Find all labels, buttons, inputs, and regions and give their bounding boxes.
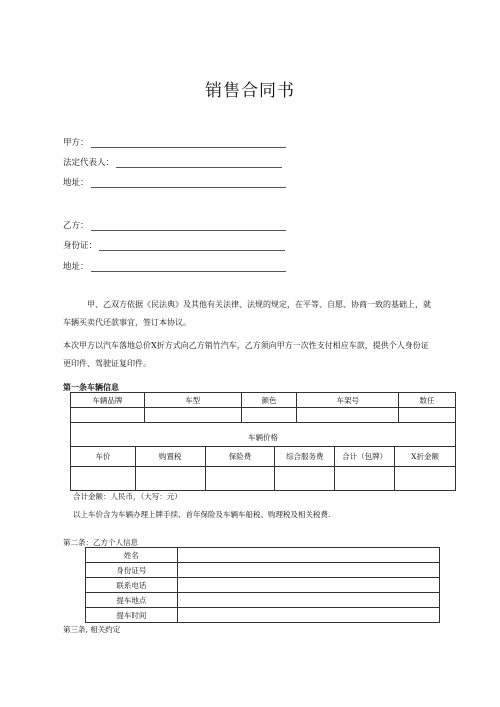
header-price: 车价 <box>71 447 136 467</box>
id-card-blank[interactable] <box>99 242 285 251</box>
discount-amount-cell[interactable] <box>395 467 456 491</box>
party-b-blank[interactable] <box>91 222 286 231</box>
vehicle-price-table <box>70 422 456 491</box>
intro-paragraph-1: 甲、乙双方依据《民法典》及其他有关法律、法规的规定，在平等、自愿、协商一致的基础上，就车辆买卖代还款事宜，签订本协议。 <box>63 300 431 327</box>
party-b-address-blank[interactable] <box>91 263 286 272</box>
header-model: 车型 <box>144 393 241 408</box>
vehicle-info-input-row[interactable] <box>71 408 456 423</box>
price-title: 车辆价格 <box>71 423 456 447</box>
brand-cell[interactable] <box>71 408 145 423</box>
legal-rep-blank[interactable] <box>116 159 282 168</box>
price-header-row <box>71 447 456 467</box>
party-a-label: 甲方： <box>63 138 89 148</box>
header-total: 合计（包牌） <box>335 447 395 467</box>
header-vin: 车架号 <box>297 393 399 408</box>
insurance-cell[interactable] <box>205 467 275 491</box>
document-title: 销售合同书 <box>205 81 295 101</box>
id-card-field[interactable] <box>63 239 285 251</box>
party-b-label: 乙方： <box>63 221 89 231</box>
vehicle-info-header-row <box>71 393 456 408</box>
purchase-tax-cell[interactable] <box>135 467 205 491</box>
legal-rep-label: 法定代表人： <box>63 158 115 168</box>
header-insurance: 保险费 <box>205 447 275 467</box>
section-3-heading: 第三条, 相关约定 <box>63 625 121 634</box>
legal-rep-field[interactable] <box>63 156 282 168</box>
party-b-address-field[interactable] <box>63 260 286 272</box>
header-purchase-tax: 购置税 <box>135 447 205 467</box>
party-a-address-label: 地址： <box>63 178 89 188</box>
id-card-label: 身份证： <box>63 241 98 251</box>
id-number-label: 身份证号 <box>86 563 178 578</box>
party-a-address-blank[interactable] <box>91 179 286 188</box>
vin-cell[interactable] <box>297 408 399 423</box>
name-label: 姓名 <box>86 548 178 563</box>
price-input-row[interactable] <box>71 467 456 491</box>
section-2-heading: 第二条：乙方个人信息 <box>63 538 138 547</box>
price-cell[interactable] <box>71 467 136 491</box>
quantity-cell[interactable] <box>399 408 456 423</box>
model-cell[interactable] <box>144 408 241 423</box>
party-a-blank[interactable] <box>91 139 286 148</box>
header-quantity: 数任 <box>399 393 456 408</box>
header-discount-amount: X折金额 <box>395 447 456 467</box>
party-a-field[interactable] <box>63 136 286 148</box>
table-row <box>86 578 440 593</box>
table-row <box>86 608 440 623</box>
vehicle-info-table <box>70 392 456 423</box>
id-number-cell[interactable] <box>177 563 439 578</box>
total-cell[interactable] <box>335 467 395 491</box>
table-row <box>86 563 440 578</box>
pickup-location-cell[interactable] <box>177 593 439 608</box>
party-b-address-label: 地址： <box>63 262 89 272</box>
price-title-row <box>71 423 456 447</box>
party-a-address-field[interactable] <box>63 176 286 188</box>
header-color: 颜色 <box>241 393 297 408</box>
pickup-time-label: 提车时间 <box>86 608 178 623</box>
header-service-fee: 综合服务费 <box>275 447 335 467</box>
pickup-location-label: 提车地点 <box>86 593 178 608</box>
phone-cell[interactable] <box>177 578 439 593</box>
pickup-time-cell[interactable] <box>177 608 439 623</box>
name-cell[interactable] <box>177 548 439 563</box>
phone-label: 联系电话 <box>86 578 178 593</box>
party-b-field[interactable] <box>63 219 286 231</box>
color-cell[interactable] <box>241 408 297 423</box>
header-brand: 车辆品牌 <box>71 393 145 408</box>
table-row <box>86 548 440 563</box>
intro-paragraph-2: 本次甲方以汽车落地总价X折方式向乙方销竹汽车，乙方须向甲方一次性支付相应车款，提供个人身份证更印件、驾驶证复印件。 <box>63 341 429 368</box>
service-fee-cell[interactable] <box>275 467 335 491</box>
section-1-heading: 第一条车辆信息 <box>63 383 119 392</box>
personal-info-table <box>85 547 440 623</box>
price-note: 以上车价含为车辆办理上牌手续、首年保险及车辆车船税、购理税及相关税费. <box>73 510 331 519</box>
total-amount-line: 合计金额：人民币，（大写：元） <box>73 492 182 501</box>
table-row <box>86 593 440 608</box>
